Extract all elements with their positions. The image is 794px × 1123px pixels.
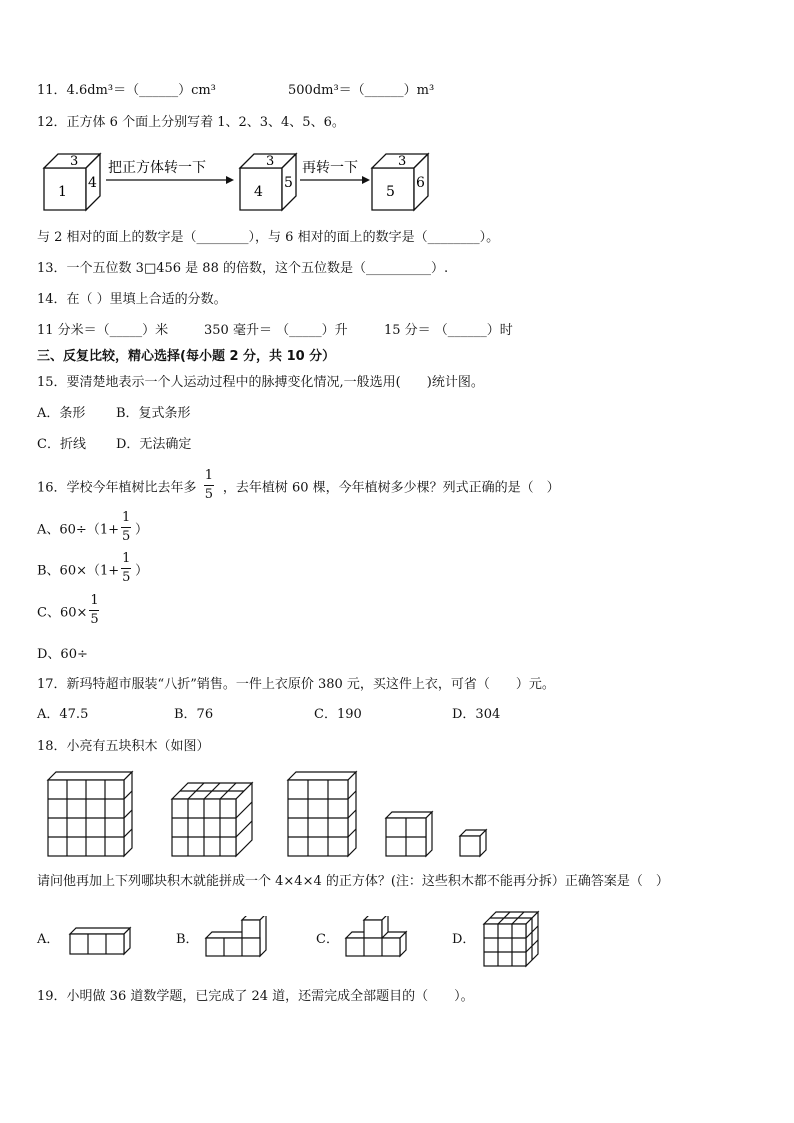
q18-text: 18．小亮有五块积木（如图） [37, 739, 210, 754]
q17-option-b: B．76 [174, 707, 214, 722]
q15-option-b: B．复式条形 [116, 406, 191, 421]
q18-ask: 请问他再加上下列哪块积木就能拼成一个 4×4×4 的正方体？(注：这些积木都不能再分拆）正确答案是（ ） [37, 874, 669, 889]
arrow-1-label: 把正方体转一下 [108, 160, 206, 176]
arrow-2-label: 再转一下 [302, 160, 358, 176]
section-3-heading: 三、反复比较，精心选择(每小题 2 分，共 10 分） [37, 349, 336, 364]
q17-option-a: A．47.5 [37, 707, 89, 722]
q16-text-b: ，去年植树 60 棵，今年植树多少棵？列式正确的是（ ） [222, 480, 560, 496]
q15-text: 15．要清楚地表示一个人运动过程中的脉搏变化情况,一般选用( )统计图。 [37, 375, 484, 390]
q12-answer: 与 2 相对的面上的数字是（________），与 6 相对的面上的数字是（________）。 [37, 230, 500, 245]
q15-option-d: D．无法确定 [116, 437, 192, 452]
q18-option-d: D． [452, 932, 476, 947]
q16-option-c: C、60× $\frac{1}{5}$ [37, 593, 99, 627]
q17-text: 17．新玛特超市服装“八折”销售。一件上衣原价 380 元，买这件上衣，可省（ ）元。 [37, 677, 555, 692]
q14-c: 15 分＝ （______）时 [384, 323, 513, 338]
q18-option-c-figure [344, 916, 410, 960]
q17-option-d: D．304 [452, 707, 501, 722]
q16-text [37, 468, 560, 502]
q15-option-c: C．折线 [37, 437, 86, 452]
q18-option-a-figure [68, 926, 134, 956]
q18-option-a: A． [37, 932, 60, 947]
q14-a: 11 分米＝（_____）米 [37, 323, 169, 338]
q18-option-c: C． [316, 932, 339, 947]
q18-option-d-figure [480, 910, 540, 968]
cube-2-top: 3 [266, 154, 275, 169]
q11-right: 500dm³＝（______）m³ [288, 83, 435, 98]
q12-cube-figure [40, 150, 440, 214]
q16-fraction: $\frac{1}{5}$ [204, 468, 213, 502]
q12-text: 12．正方体 6 个面上分别写着 1、2、3、4、5、6。 [37, 115, 345, 130]
cube-3-right: 6 [416, 175, 425, 191]
q15-option-a: A．条形 [37, 406, 86, 421]
block-4 [386, 812, 432, 856]
q19-text: 19．小明做 36 道数学题，已完成了 24 道，还需完成全部题目的（ ）。 [37, 989, 474, 1004]
q16-text-a: 16．学校今年植树比去年多 [37, 480, 197, 496]
q14-b: 350 毫升＝ （_____）升 [204, 323, 348, 338]
q13-text: 13．一个五位数 3□456 是 88 的倍数，这个五位数是（__________）. [37, 261, 449, 276]
cube-3-front: 5 [386, 184, 395, 200]
cube-2-right: 5 [284, 175, 293, 191]
block-3 [288, 772, 356, 856]
cube-1-top: 3 [70, 154, 79, 169]
q17-option-c: C．190 [314, 707, 362, 722]
q16-option-a: A、60÷（1+ $\frac{1}{5}$ ） [37, 510, 149, 544]
block-5 [460, 830, 486, 856]
cube-1-front: 1 [58, 184, 67, 200]
cube-3-top: 3 [398, 154, 407, 169]
q16-option-b: B、60×（1+ $\frac{1}{5}$ ） [37, 551, 149, 585]
q18-blocks-figure [40, 770, 500, 862]
q18-option-b-figure [204, 916, 270, 960]
block-1 [48, 772, 132, 856]
q18-option-b: B． [176, 932, 199, 947]
q14-text: 14．在（ ）里填上合适的分数。 [37, 292, 227, 307]
block-2 [172, 783, 252, 856]
q16-option-d: D、60÷ [37, 647, 88, 662]
q11-left: 11．4.6dm³＝（______）cm³ [37, 83, 216, 98]
cube-1-right: 4 [88, 175, 97, 191]
cube-2-front: 4 [254, 184, 263, 200]
